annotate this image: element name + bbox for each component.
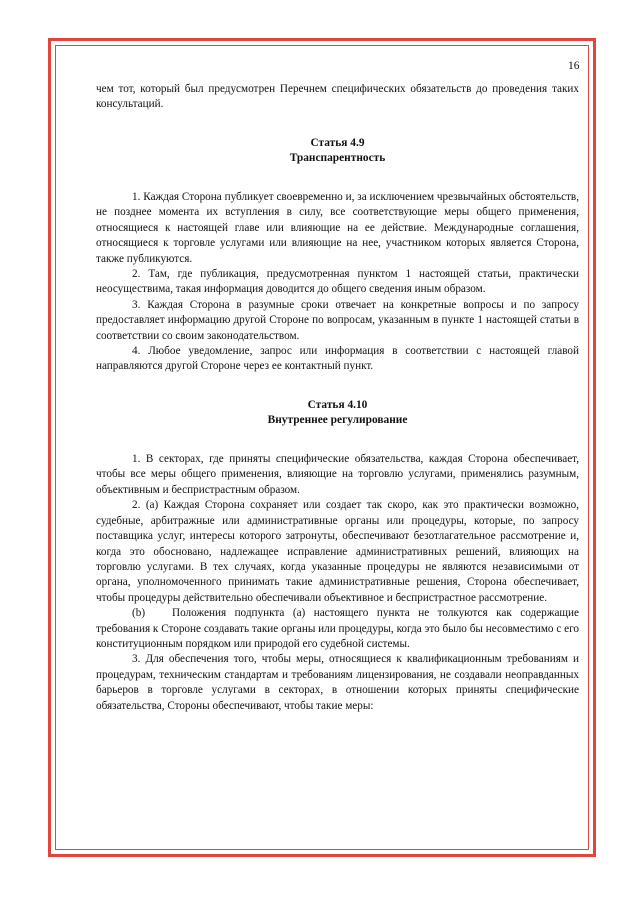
page-number: 16 [568, 60, 580, 72]
document-body [96, 82, 579, 714]
article-4-9-paragraph-4: 4. Любое уведомление, запрос или информация в соответствии с настоящей главой направляются другой Стороне через ее контактный пункт. [96, 345, 579, 373]
article-4-9-number: Статья 4.9 [310, 136, 365, 149]
intro-paragraph: чем тот, который был предусмотрен Перечнем специфических обязательств до проведения таких консультаций. [96, 83, 579, 111]
clause-b-label: (b) [132, 607, 146, 620]
article-4-9-title: Транспарентность [289, 152, 386, 165]
article-4-9-paragraph-3: 3. Каждая Сторона в разумные сроки отвечает на конкретные вопросы и по запросу предоставляет информацию другой Стороне по вопросам, указанным в пункте 1 настоящей статьи в соответствии со своим законодательством. [96, 298, 579, 342]
article-4-9-paragraph-1: 1. Каждая Сторона публикует своевременно и, за исключением чрезвычайных обстоятельств, не позднее момента их вступления в силу, все соответствующие меры общего применения, относящиеся к настоящей главе или влияющие на ее действие. Международные соглашения, относящиеся к торговле услугами или влияющие на нее, участником которых является Сторона, также публикуются. [96, 191, 579, 265]
article-4-9-paragraph-2: 2. Там, где публикация, предусмотренная пунктом 1 настоящей статьи, практически неосуществима, такая информация доводится до общего сведения иным образом. [96, 268, 579, 296]
article-4-10-paragraph-3: 3. Для обеспечения того, чтобы меры, относящиеся к квалификационным требованиям и процедурам, техническим стандартам и требованиям лицензирования, не создавали неоправданных барьеров в торговле услугами в секторах, в отношении которых приняты специфические обязательства, Стороны обеспечивают, чтобы такие меры: [96, 653, 579, 712]
clause-b-text: Положения подпункта (а) настоящего пункта не толкуются как содержащие требования к Стороне создавать такие органы или процедуры, когда это было бы несовместимо с его конституционным порядком или природой его судебной системы. [96, 607, 579, 650]
article-4-10-number: Статья 4.10 [307, 398, 368, 411]
article-4-10-paragraph-1: 1. В секторах, где приняты специфические обязательства, каждая Сторона обеспечивает, чтобы все меры общего применения, влияющие на торговлю услугами, применялись разумным, объективным и беспристрастным образом. [96, 453, 579, 496]
article-4-10-title: Внутреннее регулирование [267, 414, 408, 427]
article-4-10-paragraph-2a: 2. (а) Каждая Сторона сохраняет или создает так скоро, как это практически возможно, судебные, арбитражные или административные органы или процедуры, которые, по запросу поставщика услуг, интересы которого затронуты, обеспечивают безотлагательное рассмотрение и, когда это обосновано, надлежащее исправление административных решений, влияющих на торговлю услугами. В тех случаях, когда указанные процедуры не являются независимыми от органа, уполномоченного принимать такие административные решения, Сторона обеспечивает, чтобы процедуры действительно обеспечивали объективное и беспристрастное рассмотрение. [96, 499, 579, 604]
article-4-10-paragraph-2b [96, 606, 579, 652]
